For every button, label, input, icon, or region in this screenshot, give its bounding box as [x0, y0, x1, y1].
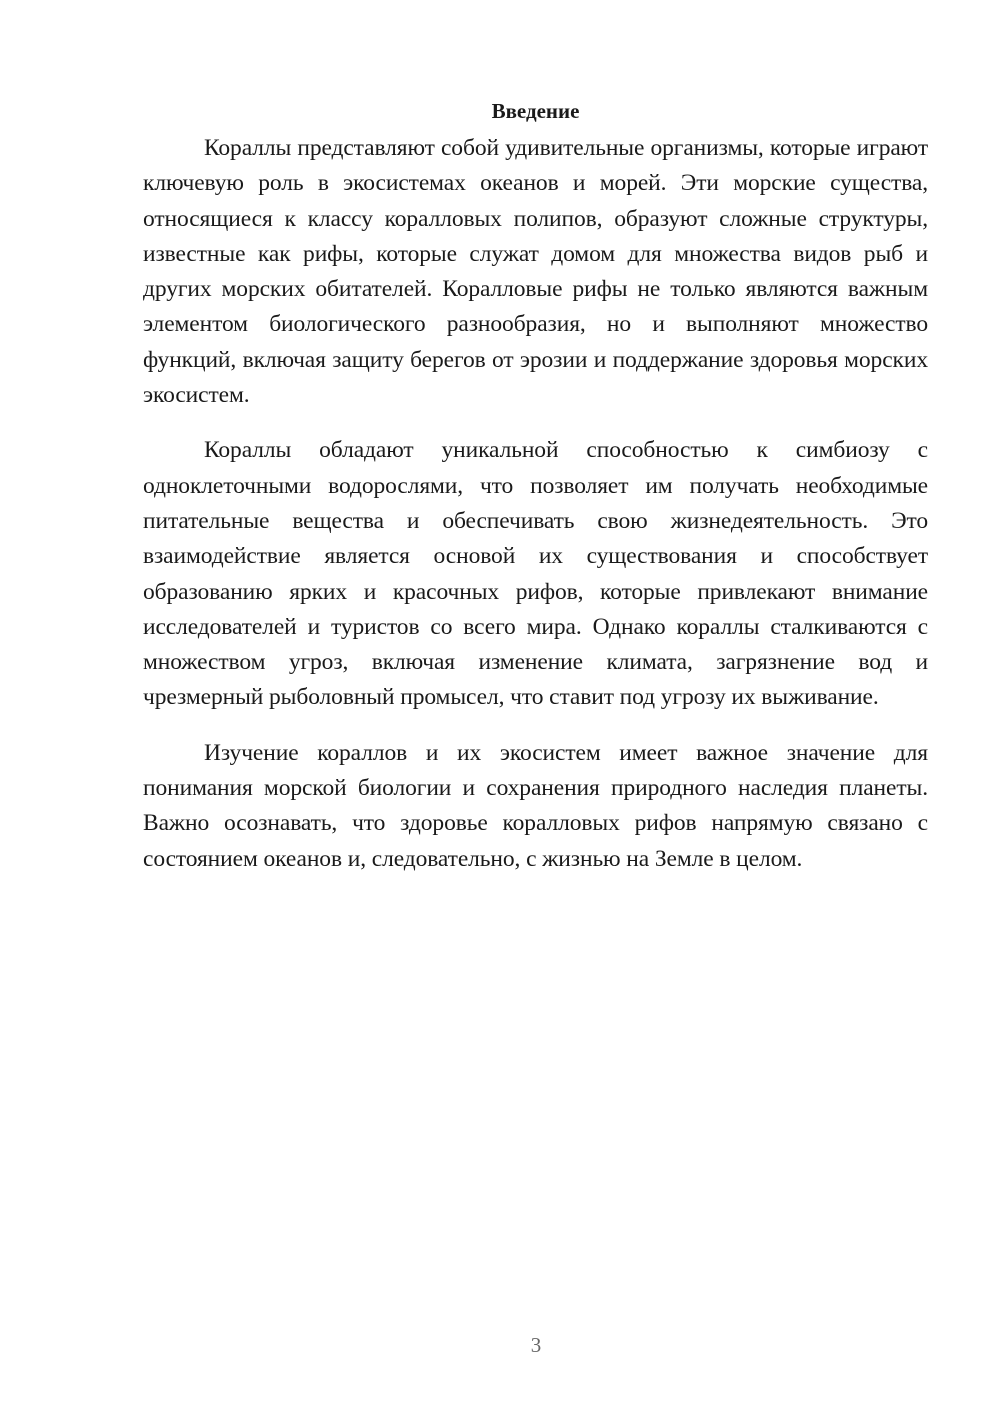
paragraph-3: Изучение кораллов и их экосистем имеет важное значение для понимания морской биологии и сохранения природного наследия планеты. Важно осознавать, что здоровье коралловых рифов напрямую связано с состоянием океанов и, следовательно, с жизнью на Земле в целом. — [143, 739, 928, 872]
paragraph-1: Кораллы представляют собой удивительные организмы, которые играют ключевую роль в экосистемах океанов и морей. Эти морские существа, относящиеся к классу коралловых полипов, образуют сложные структуры, известные как рифы, которые служат домом для множества видов рыб и других морских обитателей. Коралловые рифы не только являются важным элементом биологического разнообразия, но и выполняют множество функций, включая защиту берегов от эрозии и поддержание здоровья морских экосистем. — [143, 135, 928, 409]
paragraph-2: Кораллы обладают уникальной способностью к симбиозу с одноклеточными водорослями, что позволяет им получать необходимые питательные вещества и обеспечивать свою жизнедеятельность. Это взаимодействие является основой их существования и способствует образованию ярких и красочных рифов, которые привлекают внимание исследователей и туристов со всего мира. Однако кораллы сталкиваются с множеством угроз, включая изменение климата, загрязнение вод и чрезмерный рыболовный промысел, что ставит под угрозу их выживание. — [143, 437, 928, 711]
page-content — [143, 96, 928, 897]
section-title: Введение — [491, 99, 580, 123]
page-number: 3 — [530, 1333, 542, 1357]
